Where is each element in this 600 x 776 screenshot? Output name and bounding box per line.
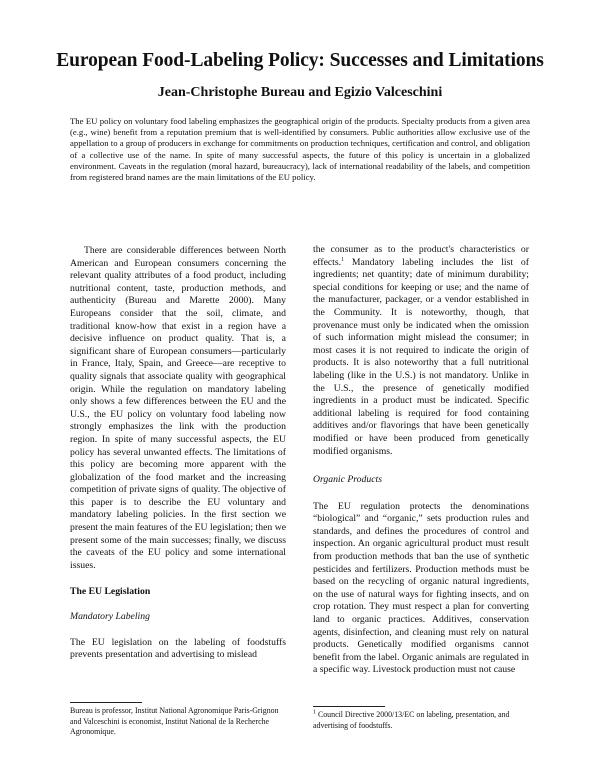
continuation-paragraph bbox=[313, 244, 529, 458]
paper-authors: Jean-Christophe Bureau and Egizio Valceschini bbox=[157, 85, 443, 100]
footnote-divider-right bbox=[313, 706, 385, 707]
organic-paragraph: The EU regulation protects the denominations “biological” and “organic,” sets production rules and standards, and defines the procedures of control and inspection. An organic agricultural product must result from production methods that ban the use of synthetic pesticides and fertilizers. Production methods must be based on the recycling of organic natural ingredients, on the use of natural ways for fighting insects, and on crop rotation. They must respect a plan for converting land to organic practices. Additives, conservation agents, disinfection, and cleaning must rely on natural products. Genetically modified organisms cannot benefit from the label. Organic animals are regulated in a specific way. Livestock production must not cause bbox=[313, 500, 529, 676]
continuation-rest-text: Mandatory labeling includes the list of ingredients; net quantity; date of minimum durability; special conditions for keeping or use; and the name of the manufacturer, packager, or a vendor established in the Community. It is noteworthy, though, that provenance must only be indicated when the omission of such information might mislead the consumer; in most cases it is not required to indicate the origin of products. It is also noteworthy that a full nutritional labeling (like in the U.S.) is not mandatory. Unlike in the U.S., the presence of genetically modified ingredients in a product must be indicated. Specific additional labeling is required for food containing additives and/or flavorings that have been genetically modified or have been produced from genetically modified organisms. bbox=[313, 256, 529, 457]
right-column bbox=[313, 244, 529, 677]
footnote-1 bbox=[313, 710, 533, 731]
continuation-text: the consumer as to the product's characteristics or effects. bbox=[313, 244, 529, 268]
intro-paragraph: There are considerable differences between North American and European consumers concerning the relevant quality attributes of a food product, including nutritional content, taste, production methods, and authenticity (Bureau and Marette 2000). Many Europeans consider that the soil, climate, and traditional know-how that exist in a region have a decisive influence on product quality. That is, a significant share of European consumers—particularly in France, Italy, Spain, and Greece—are receptive to quality signals that associate quality with geographical origin. While the regulation on mandatory labeling only shows a few differences between the EU and the U.S., the EU policy on voluntary food labeling now strongly emphasizes the link with the production region. In spite of many successful aspects, the EU policy has several unwanted effects. The limitations of this policy are becoming more apparent with the globalization of the food market and the increasing competition of private signs of quality. The objective of this paper is to describe the EU voluntary and mandatory labeling policies. In the first section we present the main features of the EU legislation; then we present some of the main successes; finally, we discuss the caveats of the EU policy and some international issues. bbox=[70, 245, 286, 571]
subheading-mandatory-labeling: Mandatory Labeling bbox=[70, 611, 150, 623]
paper-title: European Food-Labeling Policy: Successes and Limitations bbox=[56, 50, 544, 71]
footnote-divider-left bbox=[70, 702, 142, 703]
footnote-1-mark: 1 bbox=[313, 709, 316, 716]
left-column bbox=[70, 245, 286, 662]
footnote-ref-1: 1 bbox=[341, 256, 345, 263]
footnote-1-text: Council Directive 2000/13/EC on labeling, presentation, and advertising of foodstuffs. bbox=[313, 710, 510, 730]
affiliation-footnote: Bureau is professor, Institut National Agronomique Paris-Grignon and Valceschini is economist, Institut National de la Recherche Agronomique. bbox=[70, 706, 279, 737]
mandatory-labeling-paragraph: The EU legislation on the labeling of foodstuffs prevents presentation and advertising to mislead bbox=[70, 636, 286, 661]
section-heading-eu-legislation: The EU Legislation bbox=[70, 586, 151, 598]
paper-abstract: The EU policy on voluntary food labeling emphasizes the geographical origin of the products. Specialty products from a given area (e.g., wine) benefit from a reputation premium that is well-identified by consumers. Public authorities allow exclusive use of the appellation to a group of producers in exchange for commitments on production techniques, certification and control, and obligation of a collective use of the name. In spite of many successful aspects, the future of this policy is uncertain in a globalized environment. Caveats in the regulation (moral hazard, bureaucracy), lack of international readability of the labels, and competition from registered brand names are the main limitations of the EU policy. bbox=[70, 116, 530, 183]
subheading-organic-products: Organic Products bbox=[313, 474, 382, 486]
